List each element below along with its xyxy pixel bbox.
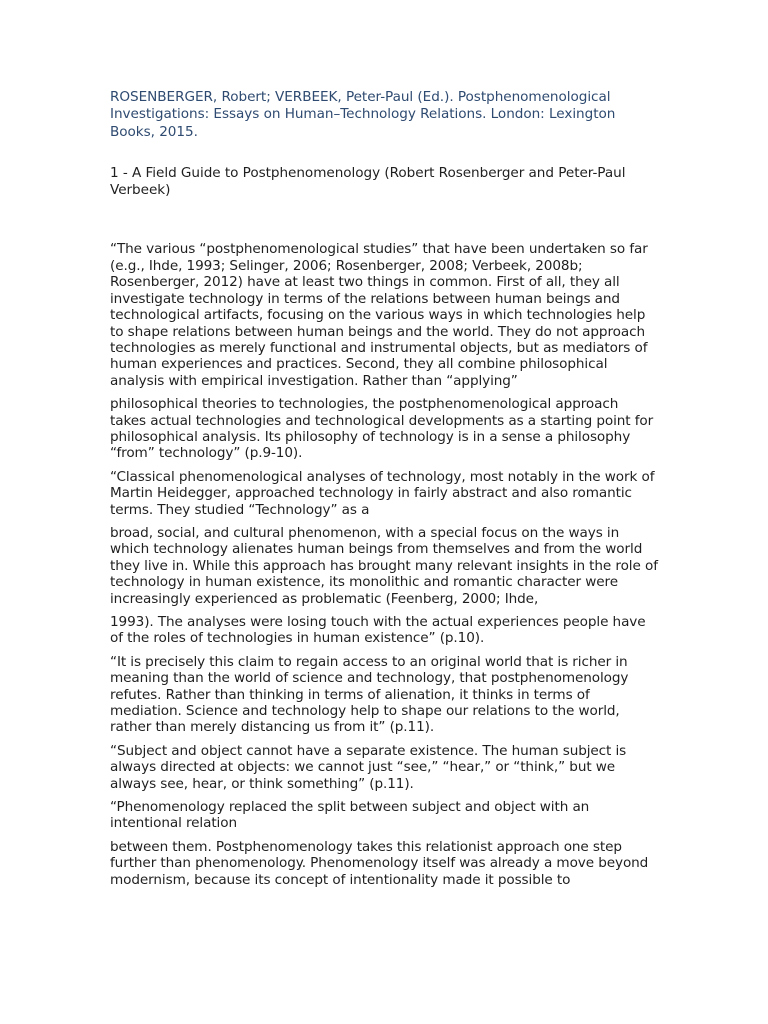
paragraph-3: “Classical phenomenological analyses of technology, most notably in the work of Martin Heidegger, approached technology in fairly abstract and also romantic terms. They studied “Technology” as a — [110, 468, 655, 518]
paragraph-8: “Phenomenology replaced the split between subject and object with an intentional relation — [110, 799, 590, 832]
paragraph-9: between them. Postphenomenology takes this relationist approach one step further than phenomenology. Phenomenology itself was already a move beyond modernism, because its concept of intentionality made it possible to — [110, 838, 649, 888]
paragraph-5: 1993). The analyses were losing touch with the actual experiences people have of the roles of technologies in human existence” (p.10). — [110, 614, 646, 647]
paragraph-4: broad, social, and cultural phenomenon, with a special focus on the ways in which technology alienates human beings from themselves and from the world they live in. While this approach has brought many relevant insights in the role of technology in human existence, its monolithic and romantic character were increasingly experienced as problematic (Feenberg, 2000; Ihde, — [110, 524, 658, 607]
paragraph-2: philosophical theories to technologies, the postphenomenological approach takes actual technologies and technological developments as a starting point for philosophical analysis. Its philosophy of technology is in a sense a philosophy “from” technology” (p.9-10). — [110, 396, 654, 462]
document-page — [110, 89, 658, 888]
paragraph-1: “The various “postphenomenological studies” that have been undertaken so far (e.g., Ihde, 1993; Selinger, 2006; Rosenberger, 2008; Verbeek, 2008b; Rosenberger, 2012) have at least two things in common. First of all, they all investigate technology in terms of the relations between human beings and technological artifacts, focusing on the various ways in which technologies help to shape relations between human beings and the world. They do not approach technologies as merely functional and instrumental objects, but as mediators of human experiences and practices. Second, they all combine philosophical analysis with empirical investigation. Rather than “applying” — [110, 241, 648, 389]
paragraph-7: “Subject and object cannot have a separate existence. The human subject is always directed at objects: we cannot just “see,” “hear,” or “think,” but we always see, hear, or think something” (p.11). — [110, 742, 627, 792]
citation-reference: ROSENBERGER, Robert; VERBEEK, Peter-Paul (Ed.). Postphenomenological Investigations: Essays on Human–Technology Relations. London: Lexington Books, 2015. — [110, 89, 616, 140]
paragraph-6: “It is precisely this claim to regain access to an original world that is richer in meaning than the world of science and technology, that postphenomenology refutes. Rather than thinking in terms of alienation, it thinks in terms of mediation. Science and technology help to shape our relations to the world, rather than merely distancing us from it” (p.11). — [110, 653, 629, 736]
chapter-heading: 1 - A Field Guide to Postphenomenology (Robert Rosenberger and Peter-Paul Verbeek) — [110, 164, 626, 199]
